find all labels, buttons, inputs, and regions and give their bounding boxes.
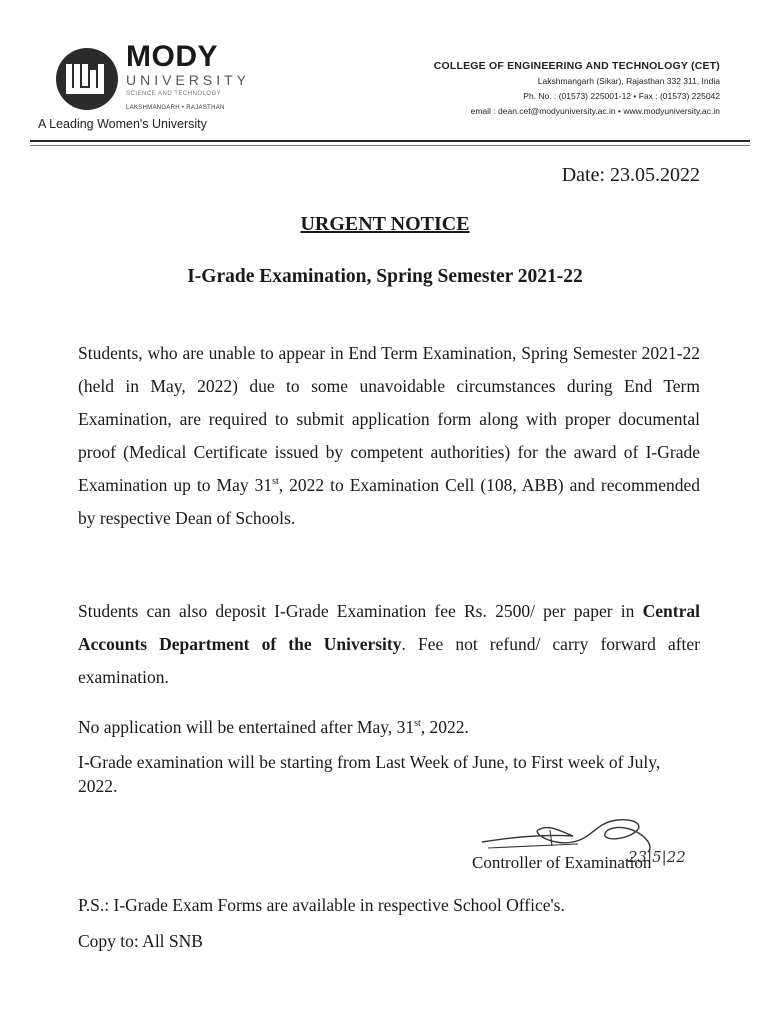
para3-text: No application will be entertained after May, 31: [78, 717, 415, 737]
para3-sup: st: [414, 718, 421, 730]
logo-small-text: SCIENCE AND TECHNOLOGY: [126, 91, 222, 97]
logo-place: LAKSHMANGARH • RAJASTHAN: [126, 105, 225, 111]
letterhead-divider-thin: [30, 145, 750, 146]
college-name: COLLEGE OF ENGINEERING AND TECHNOLOGY (CET): [433, 60, 720, 72]
signatory-title: Controller of Examination: [472, 853, 652, 872]
para1-text-end: , 2022 to Examination Cell (108, ABB) and recommended by respective Dean of Schools.: [78, 475, 700, 528]
para1-sup: st: [272, 476, 279, 488]
university-logo-icon: [52, 46, 122, 112]
svg-text:23|5|22: 23|5|22: [628, 848, 686, 866]
paragraph-fee: [78, 595, 700, 694]
para1-text: Students, who are unable to appear in End Term Examination, Spring Semester 2021-22 (held in May, 2022) due to some unavoidable circumstances during End Term Examination, are required to submit application form along with proper documental proof (Medical Certificate issued by competent authorities) for the award of I-Grade Examination up to May 31: [78, 343, 700, 495]
address-line: Lakshmangarh (Sikar), Rajasthan 332 311, India: [537, 76, 720, 86]
ps-note: P.S.: I-Grade Exam Forms are available in respective School Office's.: [78, 895, 565, 915]
tagline: A Leading Women's University: [38, 117, 207, 131]
email-line: email : dean.cet@modyuniversity.ac.in • www.modyuniversity.ac.in: [470, 106, 720, 116]
logo-subtitle: UNIVERSITY: [126, 72, 251, 88]
notice-date: Date: 23.05.2022: [561, 164, 700, 186]
letterhead-divider: [30, 140, 750, 142]
notice-heading: URGENT NOTICE: [300, 213, 470, 235]
para3-text-end: , 2022.: [420, 717, 469, 737]
para2-bold: Central Accounts Department of the University: [78, 601, 700, 654]
paragraph-application: [78, 337, 700, 535]
para2-text: Students can also deposit I-Grade Examination fee Rs. 2500/ per paper in: [78, 601, 643, 621]
notice-subheading: I-Grade Examination, Spring Semester 2021-22: [187, 266, 583, 287]
logo-name: MODY: [126, 40, 218, 73]
contact-block: [360, 58, 720, 119]
phone-line: Ph. No. : (01573) 225001-12 • Fax : (01573) 225042: [523, 91, 720, 101]
para2-text-end: . Fee not refund/ carry forward after examination.: [78, 634, 700, 687]
paragraph-deadline: [78, 713, 700, 741]
paragraph-schedule: I-Grade examination will be starting from Last Week of June, to First week of July, 2022.: [78, 752, 661, 796]
copy-to: Copy to: All SNB: [78, 931, 203, 951]
